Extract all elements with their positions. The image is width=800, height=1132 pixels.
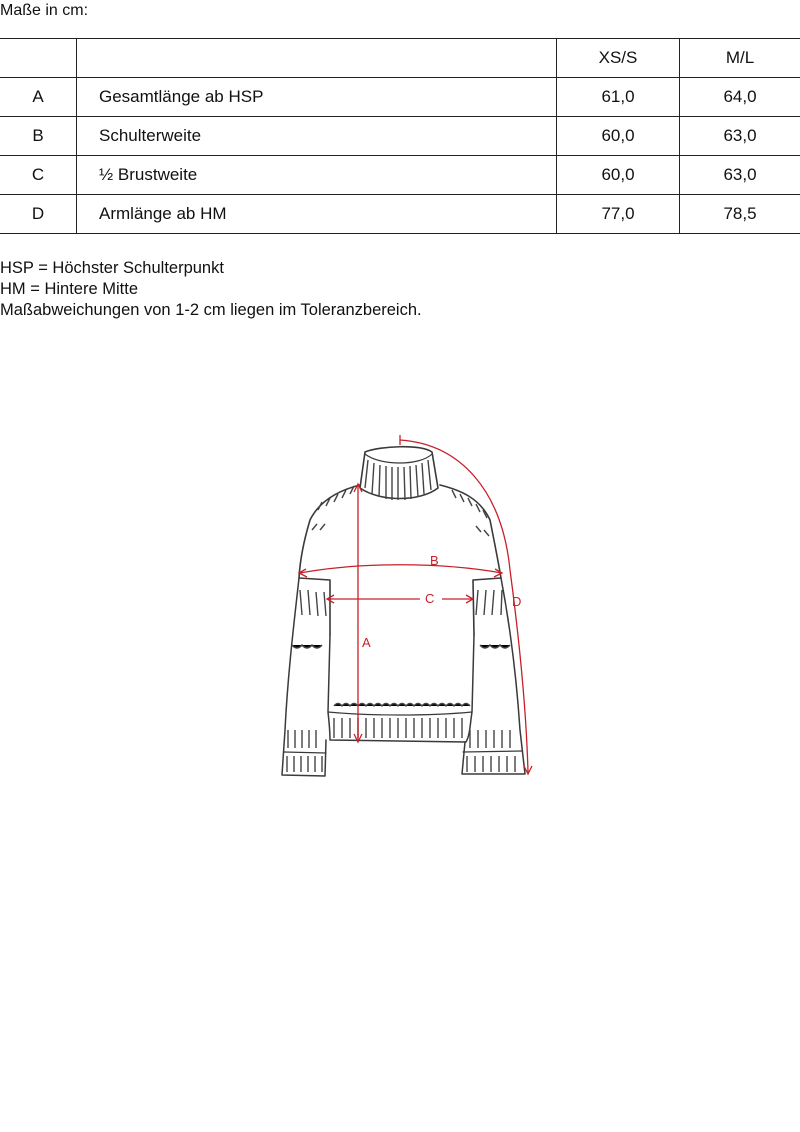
header-cell-key <box>0 39 77 78</box>
row-value-xs-s: 77,0 <box>557 195 680 234</box>
row-key: D <box>0 195 77 234</box>
row-key: A <box>0 78 77 117</box>
row-value-xs-s: 61,0 <box>557 78 680 117</box>
row-value-m-l: 64,0 <box>680 78 800 117</box>
note-tolerance: Maßabweichungen von 1-2 cm liegen im Toleranzbereich. <box>0 301 422 319</box>
header-cell-label <box>77 39 557 78</box>
row-label: ½ Brustweite <box>77 156 557 195</box>
sweater-sketch <box>270 430 550 790</box>
table-header-row <box>0 39 800 78</box>
table-row <box>0 156 800 195</box>
marker-c: C <box>425 591 435 606</box>
measurement-labels <box>362 553 521 650</box>
measure-line-b <box>300 565 502 573</box>
table-row <box>0 195 800 234</box>
row-value-xs-s: 60,0 <box>557 117 680 156</box>
turtleneck-collar <box>360 447 438 500</box>
notes-block <box>0 258 422 321</box>
row-label: Schulterweite <box>77 117 557 156</box>
marker-b: B <box>430 553 439 568</box>
table-row <box>0 117 800 156</box>
page-title: Maße in cm: <box>0 2 89 19</box>
row-key: B <box>0 117 77 156</box>
measurement-table <box>0 38 800 234</box>
note-hsp: HSP = Höchster Schulterpunkt <box>0 259 224 277</box>
header-size-xs-s: XS/S <box>557 39 680 78</box>
note-hm: HM = Hintere Mitte <box>0 280 138 298</box>
sleeve-pattern <box>287 590 515 772</box>
row-value-m-l: 78,5 <box>680 195 800 234</box>
header-size-m-l: M/L <box>680 39 800 78</box>
row-key: C <box>0 156 77 195</box>
table-row <box>0 78 800 117</box>
hem-pattern <box>334 704 470 739</box>
row-value-xs-s: 60,0 <box>557 156 680 195</box>
measure-line-d <box>400 440 528 772</box>
marker-a: A <box>362 635 371 650</box>
row-value-m-l: 63,0 <box>680 117 800 156</box>
row-value-m-l: 63,0 <box>680 156 800 195</box>
row-label: Armlänge ab HM <box>77 195 557 234</box>
marker-d: D <box>512 594 522 609</box>
row-label: Gesamtlänge ab HSP <box>77 78 557 117</box>
sweater-outline <box>282 485 525 776</box>
